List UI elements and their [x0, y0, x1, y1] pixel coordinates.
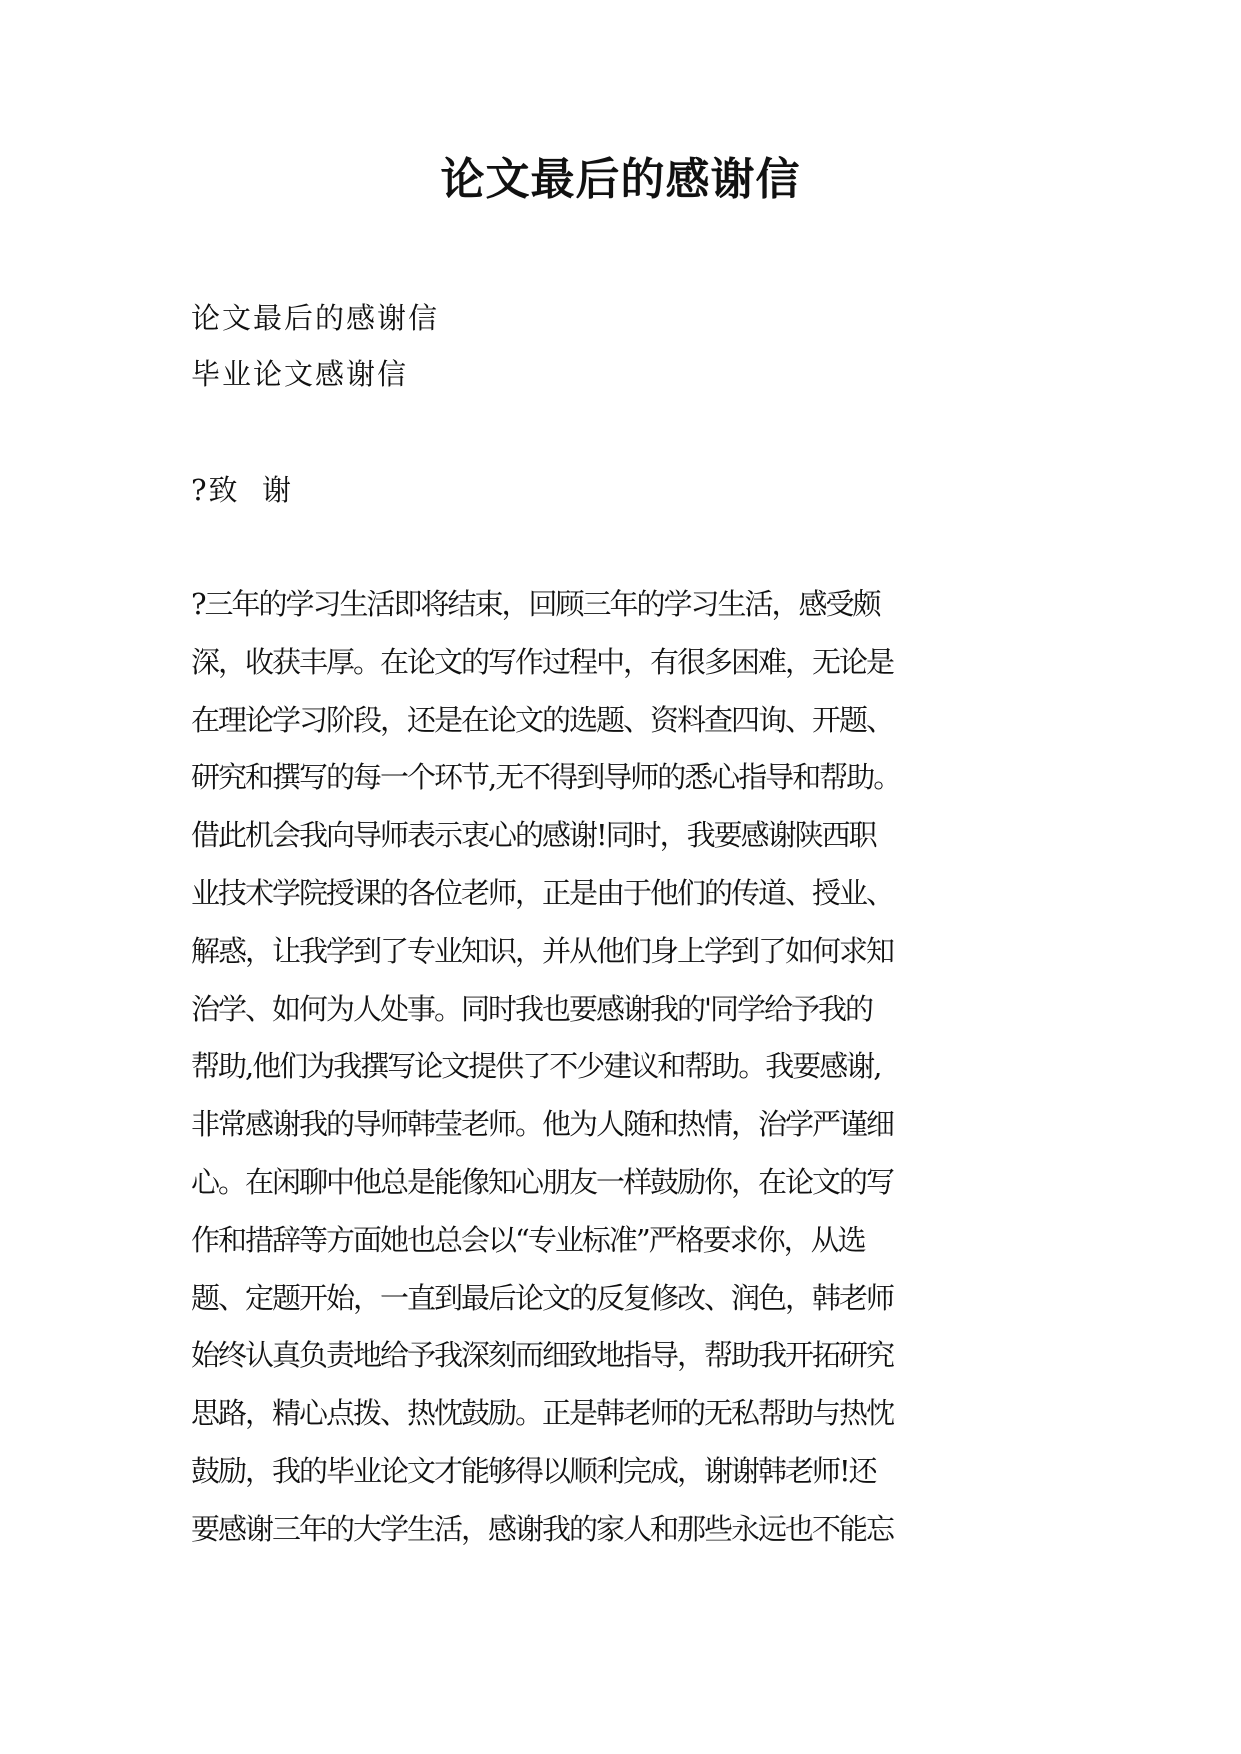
body-line: 借此机会我向导师表示衷心的感谢!同时，我要感谢陕西职	[191, 818, 876, 853]
body-line: 业技术学院授课的各位老师，正是由于他们的传道、授业、	[191, 875, 894, 910]
page-title: 论文最后的感谢信	[440, 154, 801, 205]
body-line: 帮助,他们为我撰写论文提供了不少建议和帮助。我要感谢,	[191, 1049, 881, 1084]
body-line: 治学、如何为人处事。同时我也要感谢我的'同学给予我的	[191, 991, 872, 1026]
body-line: 非常感谢我的导师韩莹老师。他为人随和热情，治学严谨细	[191, 1107, 894, 1142]
body-line: 始终认真负责地给予我深刻而细致地指导，帮助我开拓研究	[191, 1338, 894, 1373]
body-line: 作和措辞等方面她也总会以“专业标准”严格要求你，从选	[191, 1222, 865, 1257]
subtitle-line: 毕业论文感谢信	[191, 357, 409, 391]
body-line: 在理论学习阶段，还是在论文的选题、资料查四询、开题、	[191, 702, 894, 737]
section-heading: ?致 谢	[191, 473, 293, 507]
body-line: 解惑，让我学到了专业知识，并从他们身上学到了如何求知	[191, 933, 894, 968]
subtitle-block	[191, 290, 1091, 402]
body-line: 心。在闲聊中他总是能像知心朋友一样鼓励你，在论文的写	[191, 1164, 894, 1199]
body-line: 鼓励，我的毕业论文才能够得以顺利完成，谢谢韩老师!还	[191, 1453, 876, 1488]
body-line: ?三年的学习生活即将结束，回顾三年的学习生活，感受颇	[191, 587, 880, 621]
subtitle-line: 论文最后的感谢信	[191, 301, 440, 335]
body-line: 研究和撰写的每一个环节,无不得到导师的悉心指导和帮助。	[191, 760, 901, 795]
body-line: 要感谢三年的大学生活，感谢我的家人和那些永远也不能忘	[191, 1511, 894, 1546]
body-line: 思路，精心点拨、热忱鼓励。正是韩老师的无私帮助与热忱	[191, 1396, 894, 1431]
body-text	[191, 576, 1091, 1559]
body-line: 深，收获丰厚。在论文的写作过程中，有很多困难，无论是	[191, 644, 894, 679]
body-line: 题、定题开始，一直到最后论文的反复修改、润色，韩老师	[191, 1280, 894, 1315]
